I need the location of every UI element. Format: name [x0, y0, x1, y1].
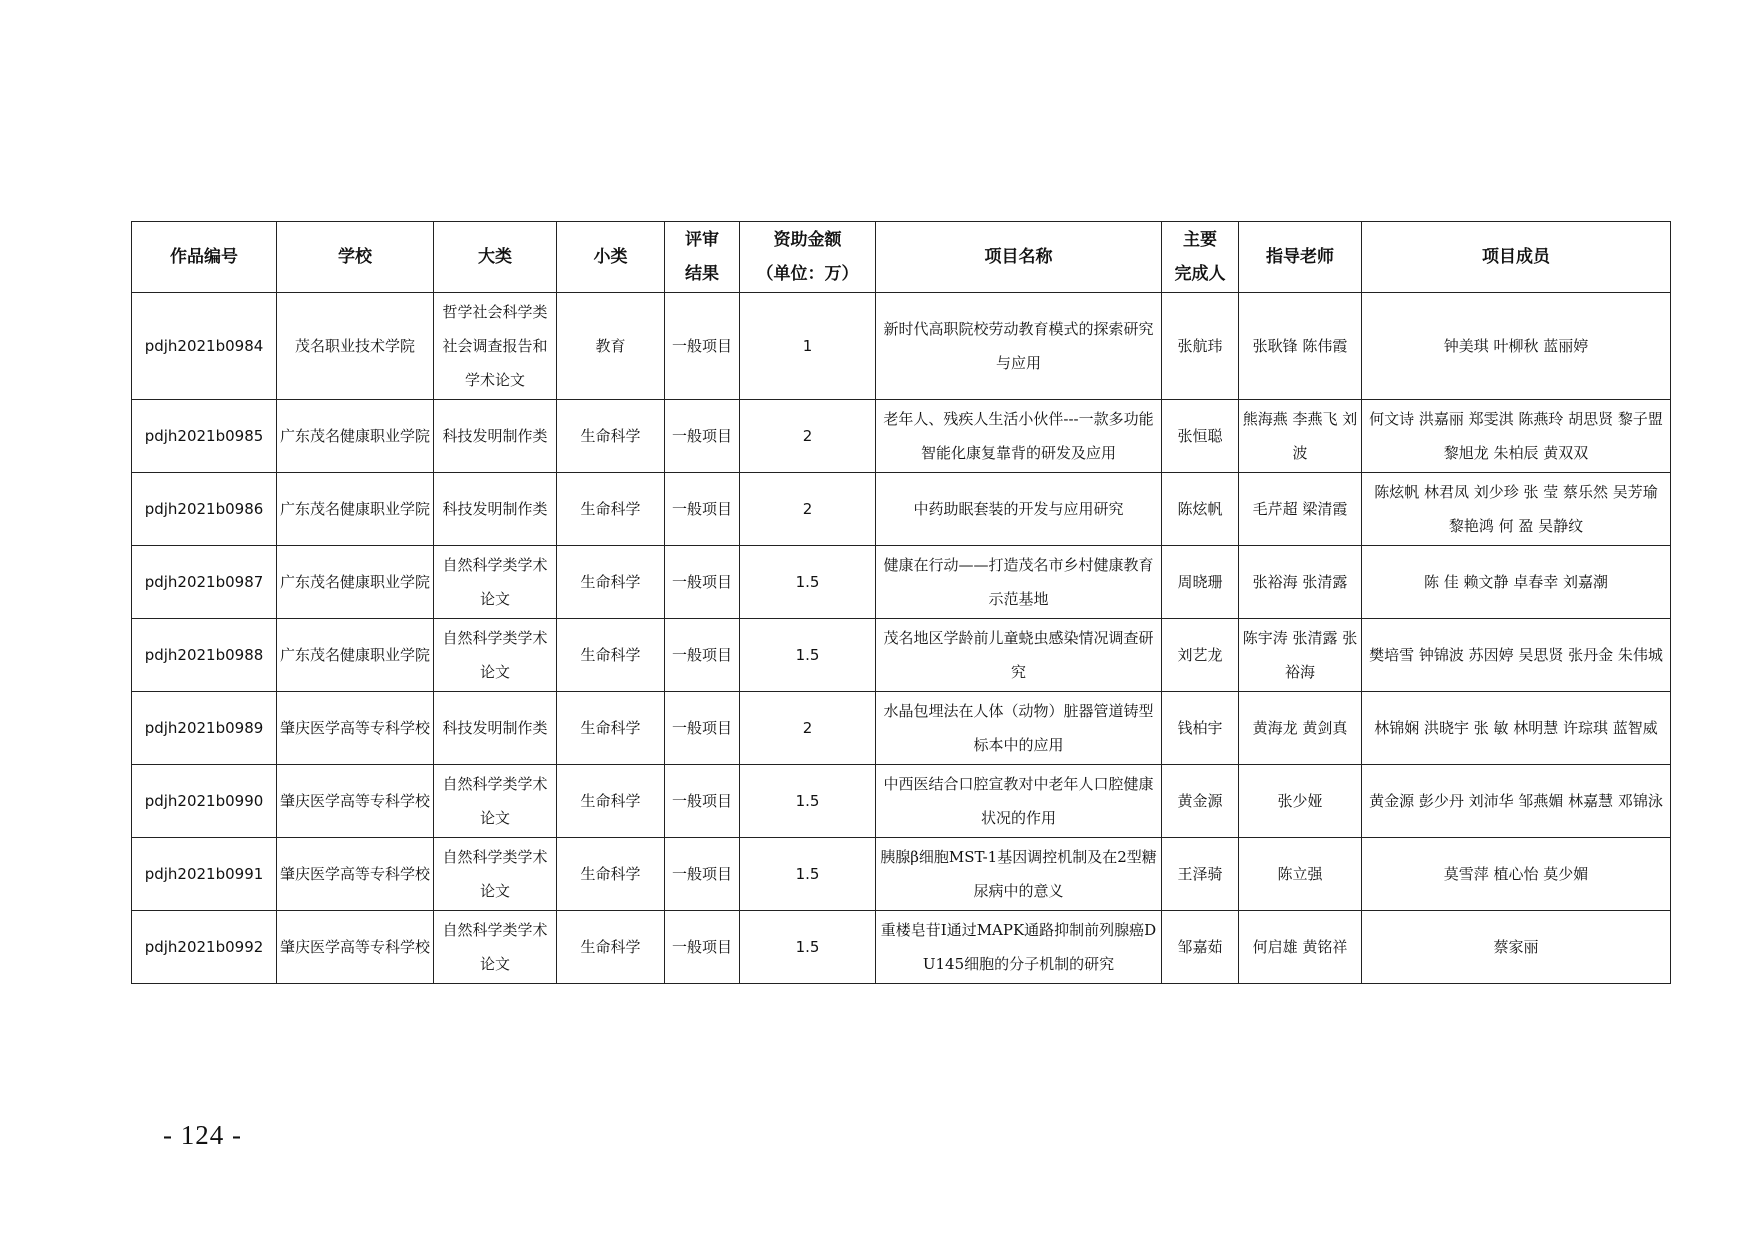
cell-members: 何文诗 洪嘉丽 郑雯淇 陈燕玲 胡思贤 黎子盟 黎旭龙 朱柏辰 黄双双: [1362, 400, 1671, 473]
cell-subcategory: 生命科学: [557, 838, 665, 911]
cell-subcategory: 生命科学: [557, 911, 665, 984]
table-row: [132, 619, 1671, 692]
cell-subcategory: 生命科学: [557, 692, 665, 765]
header-amount-line1: 资助金额: [773, 230, 842, 250]
cell-subcategory: 教育: [557, 293, 665, 400]
cell-school: 茂名职业技术学院: [277, 293, 434, 400]
cell-advisor: 何启雄 黄铭祥: [1239, 911, 1362, 984]
header-school: 学校: [277, 222, 434, 293]
header-code: 作品编号: [132, 222, 277, 293]
cell-category: 科技发明制作类: [434, 692, 557, 765]
cell-code: pdjh2021b0992: [132, 911, 277, 984]
cell-members: 陈炫帆 林君凤 刘少珍 张 莹 蔡乐然 吴芳瑜 黎艳鸿 何 盈 吴静纹: [1362, 473, 1671, 546]
cell-project: 茂名地区学龄前儿童蛲虫感染情况调查研究: [876, 619, 1162, 692]
page-number: - 124 -: [163, 1120, 242, 1150]
cell-code: pdjh2021b0989: [132, 692, 277, 765]
cell-advisor: 张裕海 张清露: [1239, 546, 1362, 619]
cell-code: pdjh2021b0991: [132, 838, 277, 911]
cell-members: 蔡家丽: [1362, 911, 1671, 984]
table-row: [132, 400, 1671, 473]
cell-advisor: 张少娅: [1239, 765, 1362, 838]
header-category: 大类: [434, 222, 557, 293]
cell-project: 水晶包埋法在人体（动物）脏器管道铸型标本中的应用: [876, 692, 1162, 765]
cell-leader: 王泽骑: [1162, 838, 1239, 911]
cell-result: 一般项目: [665, 838, 740, 911]
table-row: [132, 692, 1671, 765]
cell-category: 自然科学类学术论文: [434, 911, 557, 984]
cell-leader: 陈炫帆: [1162, 473, 1239, 546]
cell-amount: 2: [740, 692, 876, 765]
cell-amount: 1.5: [740, 546, 876, 619]
cell-project: 新时代高职院校劳动教育模式的探索研究与应用: [876, 293, 1162, 400]
table-row: [132, 838, 1671, 911]
cell-category: 自然科学类学术论文: [434, 619, 557, 692]
cell-amount: 2: [740, 473, 876, 546]
cell-leader: 钱柏宇: [1162, 692, 1239, 765]
cell-category: 自然科学类学术论文: [434, 765, 557, 838]
header-result-line1: 评审: [685, 230, 719, 250]
cell-members: 林锦娴 洪晓宇 张 敏 林明慧 许琮琪 蓝智威: [1362, 692, 1671, 765]
cell-leader: 邹嘉茹: [1162, 911, 1239, 984]
cell-subcategory: 生命科学: [557, 619, 665, 692]
header-leader-line2: 完成人: [1174, 264, 1226, 284]
cell-school: 肇庆医学高等专科学校: [277, 765, 434, 838]
cell-leader: 周晓珊: [1162, 546, 1239, 619]
cell-project: 健康在行动——打造茂名市乡村健康教育示范基地: [876, 546, 1162, 619]
cell-subcategory: 生命科学: [557, 765, 665, 838]
cell-advisor: 张耿锋 陈伟霞: [1239, 293, 1362, 400]
cell-project: 重楼皂苷Ⅰ通过MAPK通路抑制前列腺癌DU145细胞的分子机制的研究: [876, 911, 1162, 984]
header-project: 项目名称: [876, 222, 1162, 293]
cell-advisor: 毛芹超 梁清霞: [1239, 473, 1362, 546]
cell-result: 一般项目: [665, 546, 740, 619]
cell-category: 自然科学类学术论文: [434, 838, 557, 911]
cell-members: 莫雪萍 植心怡 莫少媚: [1362, 838, 1671, 911]
table-row: [132, 911, 1671, 984]
cell-category: 自然科学类学术论文: [434, 546, 557, 619]
cell-code: pdjh2021b0984: [132, 293, 277, 400]
header-advisor: 指导老师: [1239, 222, 1362, 293]
cell-amount: 1.5: [740, 911, 876, 984]
table-row: [132, 473, 1671, 546]
cell-result: 一般项目: [665, 765, 740, 838]
cell-school: 肇庆医学高等专科学校: [277, 911, 434, 984]
table-header-row: [132, 222, 1671, 293]
cell-category: 科技发明制作类: [434, 473, 557, 546]
cell-code: pdjh2021b0986: [132, 473, 277, 546]
cell-code: pdjh2021b0990: [132, 765, 277, 838]
header-leader: [1162, 222, 1239, 293]
header-amount-line2: （单位：万）: [756, 264, 859, 284]
header-subcategory: 小类: [557, 222, 665, 293]
header-result: [665, 222, 740, 293]
header-members: 项目成员: [1362, 222, 1671, 293]
cell-advisor: 陈宇涛 张清露 张裕海: [1239, 619, 1362, 692]
cell-school: 肇庆医学高等专科学校: [277, 838, 434, 911]
cell-category: 哲学社会科学类社会调查报告和学术论文: [434, 293, 557, 400]
cell-school: 广东茂名健康职业学院: [277, 619, 434, 692]
cell-school: 广东茂名健康职业学院: [277, 400, 434, 473]
cell-project: 老年人、残疾人生活小伙伴---一款多功能智能化康复靠背的研发及应用: [876, 400, 1162, 473]
header-result-line2: 结果: [685, 264, 719, 284]
cell-result: 一般项目: [665, 911, 740, 984]
cell-category: 科技发明制作类: [434, 400, 557, 473]
cell-result: 一般项目: [665, 473, 740, 546]
cell-project: 胰腺β细胞MST-1基因调控机制及在2型糖尿病中的意义: [876, 838, 1162, 911]
cell-amount: 1: [740, 293, 876, 400]
cell-leader: 黄金源: [1162, 765, 1239, 838]
cell-members: 陈 佳 赖文静 卓春幸 刘嘉潮: [1362, 546, 1671, 619]
cell-advisor: 熊海燕 李燕飞 刘 波: [1239, 400, 1362, 473]
cell-result: 一般项目: [665, 400, 740, 473]
cell-result: 一般项目: [665, 692, 740, 765]
cell-project: 中西医结合口腔宣教对中老年人口腔健康状况的作用: [876, 765, 1162, 838]
cell-code: pdjh2021b0987: [132, 546, 277, 619]
cell-subcategory: 生命科学: [557, 546, 665, 619]
cell-subcategory: 生命科学: [557, 473, 665, 546]
cell-amount: 1.5: [740, 619, 876, 692]
cell-result: 一般项目: [665, 293, 740, 400]
table-row: [132, 765, 1671, 838]
cell-school: 肇庆医学高等专科学校: [277, 692, 434, 765]
cell-leader: 张恒聪: [1162, 400, 1239, 473]
cell-code: pdjh2021b0988: [132, 619, 277, 692]
cell-subcategory: 生命科学: [557, 400, 665, 473]
cell-amount: 1.5: [740, 765, 876, 838]
cell-leader: 刘艺龙: [1162, 619, 1239, 692]
cell-code: pdjh2021b0985: [132, 400, 277, 473]
cell-result: 一般项目: [665, 619, 740, 692]
table-row: [132, 293, 1671, 400]
cell-amount: 1.5: [740, 838, 876, 911]
cell-school: 广东茂名健康职业学院: [277, 473, 434, 546]
header-leader-line1: 主要: [1183, 230, 1217, 250]
cell-advisor: 黄海龙 黄剑真: [1239, 692, 1362, 765]
cell-leader: 张航玮: [1162, 293, 1239, 400]
header-amount: [740, 222, 876, 293]
cell-project: 中药助眠套装的开发与应用研究: [876, 473, 1162, 546]
cell-school: 广东茂名健康职业学院: [277, 546, 434, 619]
cell-members: 钟美琪 叶柳秋 蓝丽婷: [1362, 293, 1671, 400]
cell-members: 黄金源 彭少丹 刘沛华 邹燕媚 林嘉慧 邓锦泳: [1362, 765, 1671, 838]
cell-members: 樊培雪 钟锦波 苏因婷 吴思贤 张丹金 朱伟城: [1362, 619, 1671, 692]
project-table: [131, 221, 1671, 984]
cell-advisor: 陈立强: [1239, 838, 1362, 911]
cell-amount: 2: [740, 400, 876, 473]
table-row: [132, 546, 1671, 619]
